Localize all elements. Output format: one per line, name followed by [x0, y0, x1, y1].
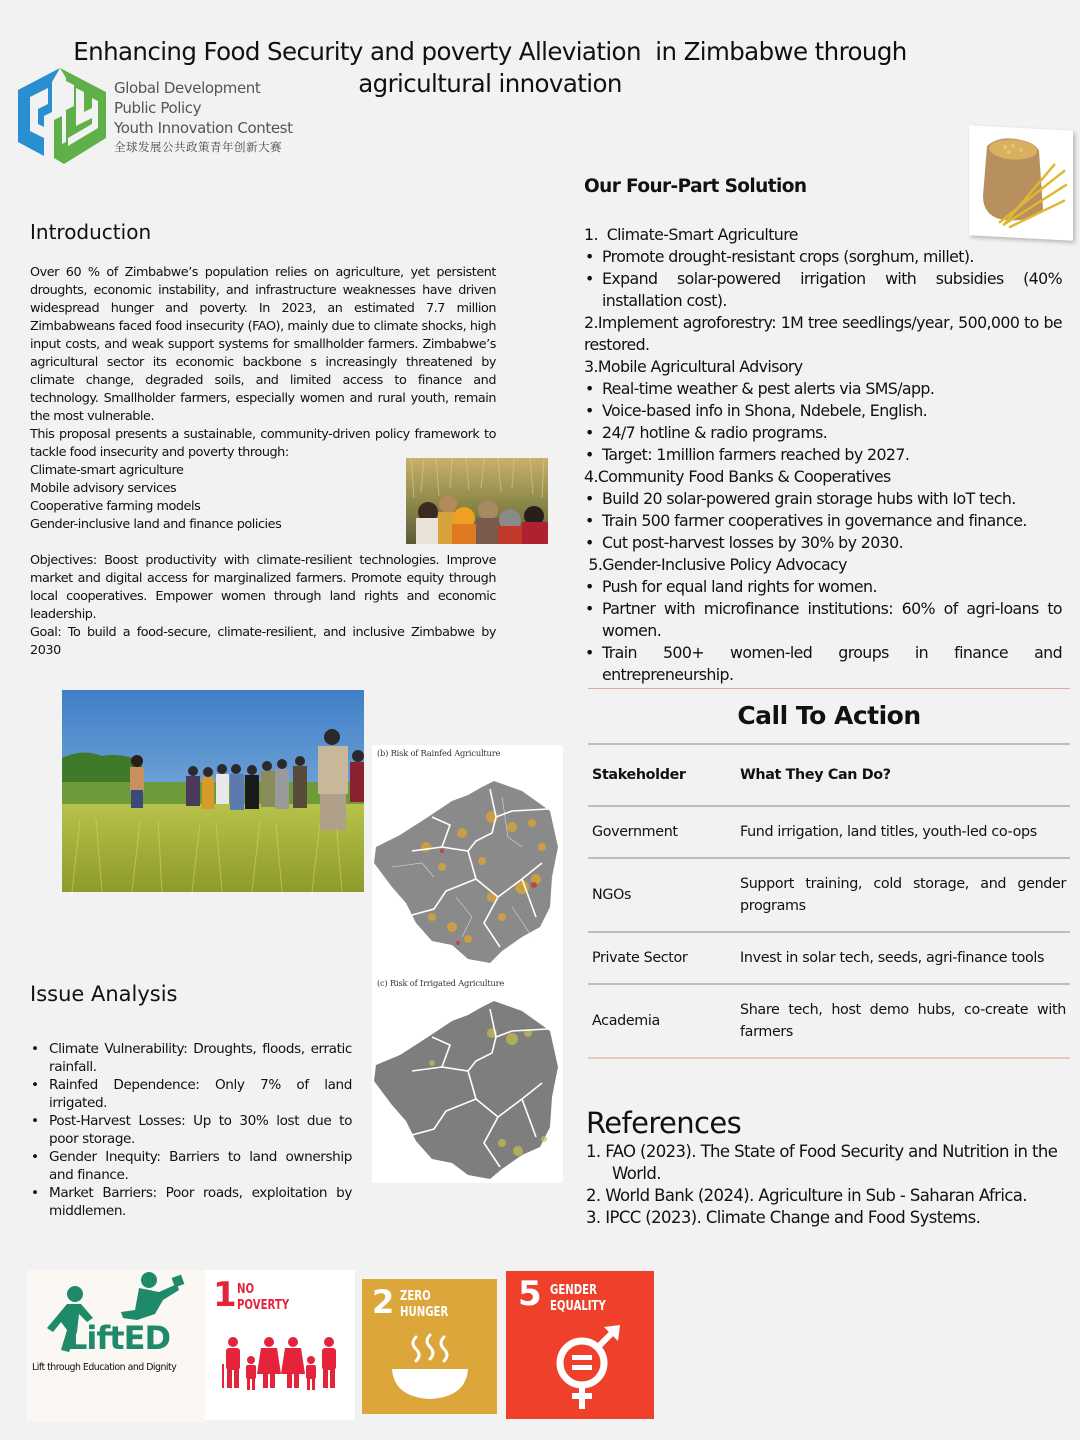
reference-item [586, 1207, 1070, 1229]
sdg-label [400, 1289, 448, 1321]
section-divider [588, 688, 1070, 689]
solution-block-heading: 4.Community Food Banks & Cooperatives [584, 467, 891, 486]
goal-paragraph: Goal: To build a food-secure, climate-resilient, and inclusive Zimbabwe by 2030 [30, 625, 496, 658]
reference-text: World. [612, 1164, 661, 1183]
sdg-5-gender-equality [506, 1271, 654, 1419]
solution-bullet: • Train 500 farmer cooperatives in governance and finance. [584, 510, 1062, 532]
logo-line-3: Youth Innovation Contest [114, 119, 293, 137]
introduction-paragraph-1: Over 60 % of Zimbabwe’s population relies on agriculture, yet persistent droughts, economic instability, and infrastructure weaknesses have driven widespread hunger and poverty. In 2023, an estimated 7.7 million Zimbabweans faced food insecurity (FAO), mainly due to climate shocks, high input costs, and weak support systems for smallholder farmers. Zimbabwe’s agricultural sector its economic backbone s increasingly threatened by climate change, degraded soils, and limited access to finance and technology. Smallholder farmers, especially women and rural youth, remain the most vulnerable. [30, 265, 496, 424]
solution-bullet: • Push for equal land rights for women. [584, 576, 1062, 598]
table-row [588, 858, 1070, 932]
solution-bullet: • Promote drought-resistant crops (sorghum, millet). [584, 246, 1062, 268]
stakeholder-cell: NGOs [592, 887, 632, 903]
action-cell: Share tech, host demo hubs, co-create with farmers [740, 1002, 1066, 1040]
reference-number: 3. [586, 1208, 606, 1227]
solution-block-2 [584, 312, 1062, 356]
objectives-paragraph: Objectives: Boost productivity with climate-resilient technologies. Improve market and digital access for marginalized farmers. Promote equity through local cooperatives. Empower women through land rights and economic leadership. [30, 553, 496, 622]
solution-block-3 [584, 356, 1062, 466]
sdg-number: 1 [213, 1275, 237, 1315]
solution-bullet: • Target: 1million farmers reached by 2027. [584, 444, 1062, 466]
issue-analysis-heading: Issue Analysis [30, 982, 178, 1006]
solution-block-heading: 3.Mobile Agricultural Advisory [584, 357, 803, 376]
reference-item [586, 1185, 1070, 1207]
solution-block-4 [584, 466, 1062, 554]
risk-maps-panel [372, 745, 563, 1183]
introduction-paragraph-2: This proposal presents a sustainable, community-driven policy framework to tackle food insecurity and poverty through: [30, 427, 496, 460]
solution-bullet: • Cut post-harvest losses by 30% by 2030. [584, 532, 1062, 554]
solution-bullet: • Voice-based info in Shona, Ndebele, English. [584, 400, 1062, 422]
intro-item: Mobile advisory services [30, 481, 177, 496]
solution-bullet: • 24/7 hotline & radio programs. [584, 422, 1062, 444]
sdg-1-no-poverty [205, 1270, 355, 1420]
lifted-wordmark: LiftED [67, 1319, 170, 1357]
lifted-tagline: Lift through Education and Dignity [32, 1362, 177, 1373]
lifted-logo [27, 1270, 205, 1422]
map-rainfed-risk [372, 767, 563, 971]
solution-bullet: • Build 20 solar-powered grain storage hubs with IoT tech. [584, 488, 1062, 510]
sdg-number: 5 [518, 1274, 542, 1314]
reference-text: World Bank (2024). Agriculture in Sub - Saharan Africa. [605, 1186, 1027, 1205]
solution-bullet: • Train 500+ women-led groups in finance and entrepreneurship. [584, 642, 1062, 686]
issue-item: • Post-Harvest Losses: Up to 30% lost due to poor storage. [30, 1112, 352, 1148]
logo-chinese: 全球发展公共政策青年创新大赛 [114, 140, 282, 154]
reference-item-continued [586, 1163, 1070, 1185]
table-row [588, 806, 1070, 858]
logo-line-2: Public Policy [114, 99, 202, 117]
intro-item: Cooperative farming models [30, 499, 201, 514]
reference-number: 1. [586, 1142, 606, 1161]
issue-item: • Gender Inequity: Barriers to land ownership and finance. [30, 1148, 352, 1184]
table-row [588, 984, 1070, 1058]
sdg-number: 2 [372, 1283, 395, 1321]
sdg-label-line: ZERO [400, 1289, 431, 1304]
action-cell: Support training, cold storage, and gender programs [740, 876, 1066, 914]
solution-bullet: • Real-time weather & pest alerts via SMS/app. [584, 378, 1062, 400]
intro-item: Climate-smart agriculture [30, 463, 184, 478]
solution-block-1 [584, 224, 1062, 312]
family-icon [219, 1336, 343, 1392]
solution-block-heading: 5.Gender-Inclusive Policy Advocacy [584, 555, 847, 574]
introduction-list [30, 462, 390, 534]
reference-text: IPCC (2023). Climate Change and Food Systems. [605, 1208, 981, 1227]
call-to-action-heading: Call To Action [737, 701, 921, 730]
table-header-row [588, 744, 1070, 806]
column-header-stakeholder: Stakeholder [592, 767, 686, 783]
solution-heading: Our Four-Part Solution [584, 176, 807, 197]
introduction-heading: Introduction [30, 220, 152, 244]
column-header-actions: What They Can Do? [740, 767, 891, 783]
sdg-label [550, 1283, 606, 1315]
stakeholder-cell: Academia [592, 1013, 660, 1029]
map-b-caption: (b) Risk of Rainfed Agriculture [377, 748, 501, 758]
issue-item: • Market Barriers: Poor roads, exploitation by middlemen. [30, 1184, 352, 1220]
bowl-icon [390, 1333, 470, 1405]
stakeholder-cell: Government [592, 824, 678, 840]
table-row [588, 932, 1070, 984]
reference-item [586, 1141, 1070, 1163]
sdg-label-line: GENDER [550, 1283, 597, 1298]
introduction-body [30, 264, 496, 660]
sdg-label-line: HUNGER [400, 1305, 449, 1320]
issue-item: • Climate Vulnerability: Droughts, floods, erratic rainfall. [30, 1040, 352, 1076]
sdg-label-line: NO [237, 1282, 255, 1297]
title-line-2: agricultural innovation [358, 69, 622, 98]
gender-equality-icon [546, 1323, 626, 1413]
action-cell: Invest in solar tech, seeds, agri-finance tools [740, 950, 1045, 966]
call-to-action-table [588, 743, 1070, 1059]
gpy-logo-icon [14, 64, 110, 168]
sdg-label-line: EQUALITY [550, 1299, 606, 1314]
solution-block-5 [584, 554, 1062, 686]
issue-item: • Rainfed Dependence: Only 7% of land irrigated. [30, 1076, 352, 1112]
solution-bullet: • Partner with microfinance institutions: 60% of agri-loans to women. [584, 598, 1062, 642]
reference-text: FAO (2023). The State of Food Security and Nutrition in the [605, 1142, 1058, 1161]
sdg-label-line: POVERTY [237, 1298, 290, 1313]
action-cell: Fund irrigation, land titles, youth-led co-ops [740, 824, 1037, 840]
title-line-1: Enhancing Food Security and poverty Alleviation in Zimbabwe through [73, 37, 907, 66]
solution-bullet: • Expand solar-powered irrigation with subsidies (40% installation cost). [584, 268, 1062, 312]
gpy-logo-text [114, 78, 293, 156]
stakeholder-cell: Private Sector [592, 950, 688, 966]
sdg-2-zero-hunger [362, 1279, 497, 1414]
introduction-list-row [30, 462, 496, 544]
farmers-maize-field-photo [406, 458, 548, 544]
rice-field-group-photo [62, 690, 364, 892]
call-to-action-section [588, 701, 1070, 1229]
reference-number: 2. [586, 1186, 606, 1205]
logo-line-1: Global Development [114, 79, 261, 97]
intro-item: Gender-inclusive land and finance policies [30, 517, 282, 532]
solution-body [584, 224, 1066, 1229]
sdg-label [237, 1282, 289, 1314]
issue-analysis-list [30, 1040, 352, 1220]
map-c-caption: (c) Risk of Irrigated Agriculture [377, 978, 505, 988]
references-heading: References [586, 1106, 742, 1140]
solution-block-heading: 2.Implement agroforestry: 1M tree seedlings/year, 500,000 to be restored. [584, 313, 1062, 354]
map-irrigated-risk [372, 993, 563, 1187]
references-section [586, 1105, 1070, 1229]
solution-block-heading: 1. Climate-Smart Agriculture [584, 225, 798, 244]
